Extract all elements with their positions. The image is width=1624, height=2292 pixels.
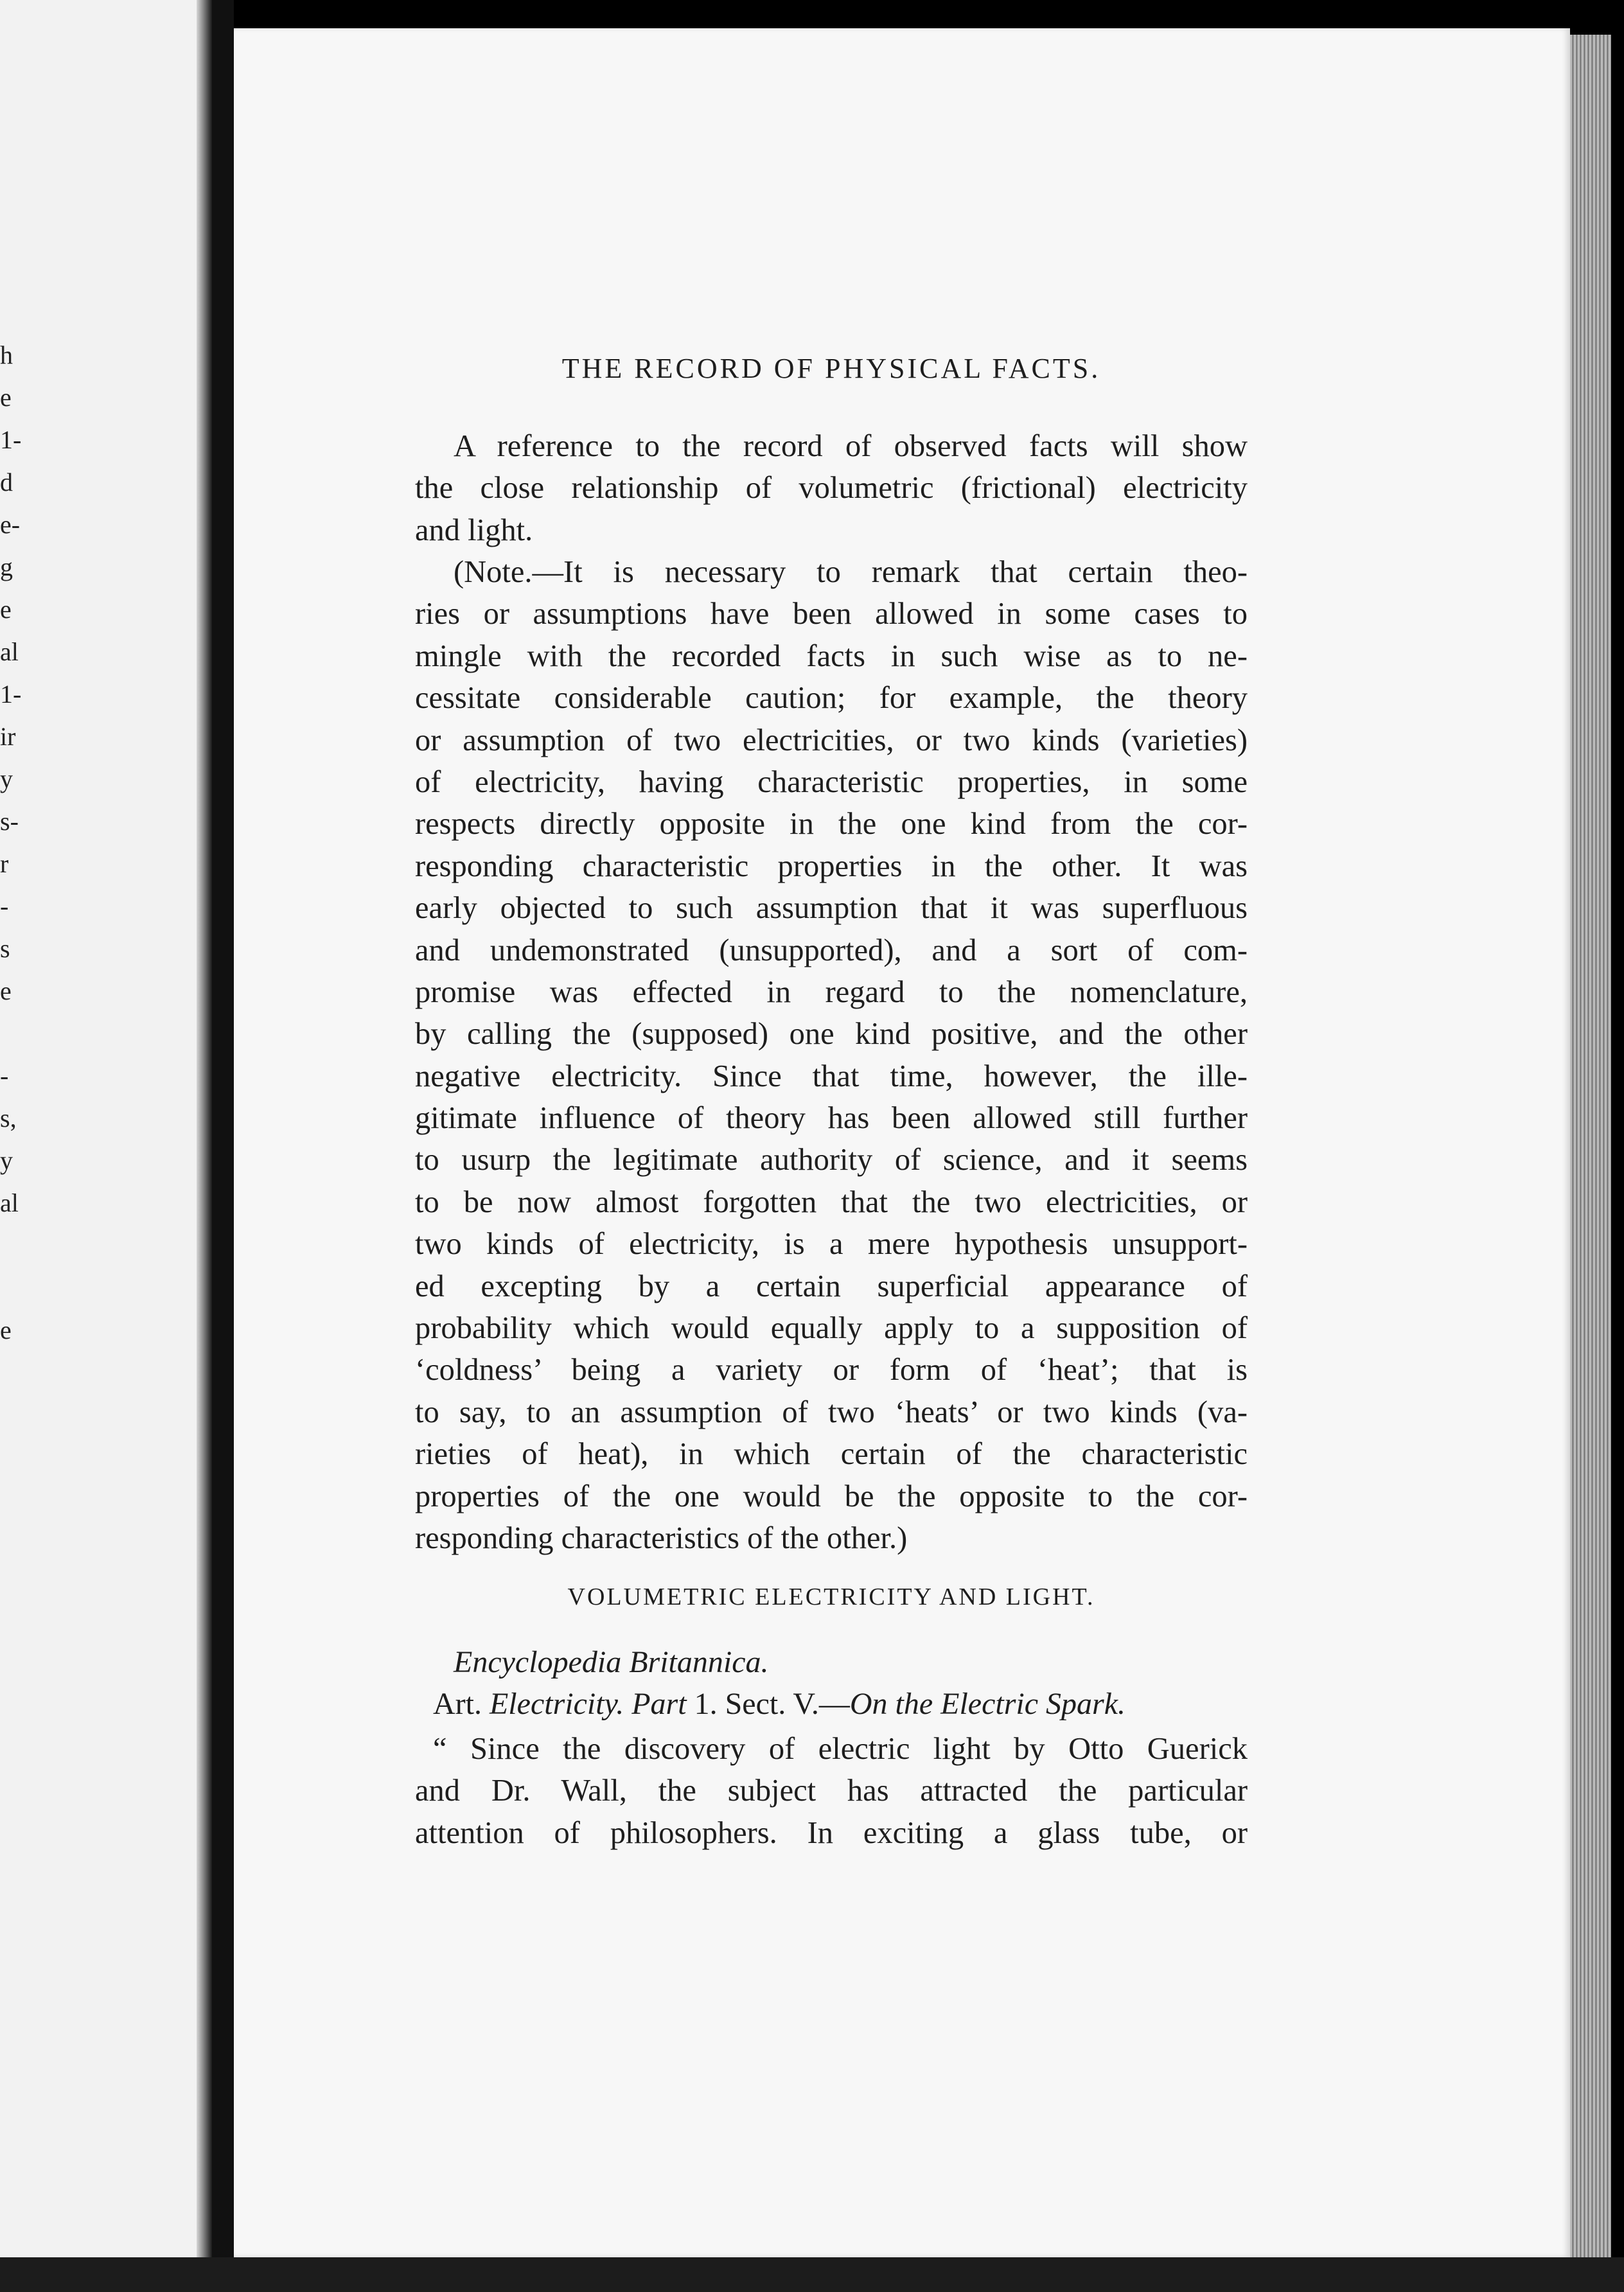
note-line: early objected to such assumption that it was superfluous: [415, 891, 1248, 926]
note-line: respects directly opposite in the one kind from the cor-: [415, 807, 1248, 842]
intro-paragraph: [415, 425, 1248, 551]
note-line: to be now almost forgotten that the two electricities, or: [415, 1185, 1248, 1219]
note-line: two kinds of electricity, is a mere hypothesis unsupport-: [415, 1227, 1248, 1262]
note-line: cessitate considerable caution; for example, the theory: [415, 681, 1248, 716]
source-title: Encyclopedia Britannica.: [454, 1645, 769, 1679]
intro-line: A reference to the record of observed facts will show: [454, 429, 1248, 463]
margin-fragment: [0, 1224, 26, 1267]
note-line: (Note.—It is necessary to remark that certain theo-: [454, 555, 1248, 589]
note-line: ries or assumptions have been allowed in some cases to: [415, 597, 1248, 631]
margin-fragment: 1-: [0, 680, 22, 709]
quote-line: “ Since the discovery of electric light by Otto Guerick: [433, 1732, 1248, 1766]
note-line: probability which would equally apply to a supposition of: [415, 1311, 1248, 1346]
note-line: gitimate influence of theory has been allowed still further: [415, 1101, 1248, 1136]
margin-fragment: al: [0, 637, 19, 666]
quote-line: and Dr. Wall, the subject has attracted the particular: [415, 1774, 1248, 1808]
margin-fragment: al: [0, 1188, 19, 1217]
note-line: to usurp the legitimate authority of science, and it seems: [415, 1143, 1248, 1177]
book-gutter: [212, 0, 234, 2292]
source-part-number: 1. Sect. V.—: [694, 1687, 850, 1721]
note-line: mingle with the recorded facts in such wise as to ne-: [415, 639, 1248, 673]
left-page: [0, 0, 206, 2261]
margin-fragment: e: [0, 383, 12, 412]
note-line: or assumption of two electricities, or two kinds (varieties): [415, 723, 1248, 757]
margin-fragment: [0, 1012, 26, 1055]
note-line: responding characteristic properties in the other. It was: [415, 849, 1248, 883]
margin-fragment: d: [0, 468, 13, 497]
note-paragraph: [415, 551, 1248, 1559]
intro-line: and light.: [415, 513, 533, 547]
margin-fragment: e: [0, 976, 12, 1005]
note-line: to say, to an assumption of two ‘heats’ or two kinds (va-: [415, 1395, 1248, 1429]
margin-fragment: r: [0, 849, 9, 878]
note-line: and undemonstrated (unsupported), and a sort of com-: [415, 933, 1248, 967]
note-line: properties of the one would be the opposite to the cor-: [415, 1479, 1248, 1513]
margin-fragment: e: [0, 595, 12, 624]
source-part: Part: [631, 1687, 687, 1721]
running-head: THE RECORD OF PHYSICAL FACTS.: [561, 353, 1101, 384]
margin-fragment: 1-: [0, 425, 22, 454]
margin-fragment: [0, 1267, 26, 1309]
margin-fragment: e: [0, 1316, 12, 1344]
section-heading: VOLUMETRIC ELECTRICITY AND LIGHT.: [567, 1583, 1095, 1610]
note-line: of electricity, having characteristic properties, in some: [415, 764, 1248, 799]
margin-fragment: ir: [0, 722, 16, 751]
note-line: rieties of heat), in which certain of the characteristic: [415, 1437, 1248, 1472]
note-line: ‘coldness’ being a variety or form of ‘heat’; that is: [415, 1353, 1248, 1388]
margin-fragment: s,: [0, 1104, 17, 1133]
margin-fragment: -: [0, 892, 9, 921]
quote-paragraph: [415, 1728, 1248, 1854]
left-page-shadow: [197, 0, 212, 2261]
note-line: negative electricity. Since that time, however, the ille-: [415, 1059, 1248, 1093]
margin-fragment: y: [0, 1146, 13, 1175]
intro-line: the close relationship of volumetric (frictional) electricity: [415, 471, 1248, 506]
note-line: ed excepting by a certain superficial appearance of: [415, 1269, 1248, 1303]
left-page-margin-fragments: [0, 334, 26, 1352]
margin-fragment: y: [0, 764, 13, 793]
margin-fragment: e-: [0, 510, 21, 539]
scan-bottom-band: [0, 2257, 1624, 2292]
note-line: by calling the (supposed) one kind positive, and the other: [415, 1017, 1248, 1052]
quote-line: attention of philosophers. In exciting a glass tube, or: [415, 1815, 1248, 1850]
source-article: Electricity.: [489, 1687, 624, 1721]
note-line: responding characteristics of the other.): [415, 1521, 908, 1555]
source-reference: [433, 1686, 1248, 1722]
source-art: Art.: [433, 1687, 482, 1721]
margin-fragment: g: [0, 552, 13, 581]
margin-fragment: h: [0, 340, 13, 369]
note-line: promise was effected in regard to the nomenclature,: [415, 974, 1248, 1009]
margin-fragment: s: [0, 934, 10, 963]
source-section: On the Electric Spark.: [849, 1687, 1126, 1721]
margin-fragment: s-: [0, 807, 19, 836]
page-edges: [1570, 35, 1611, 2257]
margin-fragment: -: [0, 1061, 9, 1090]
